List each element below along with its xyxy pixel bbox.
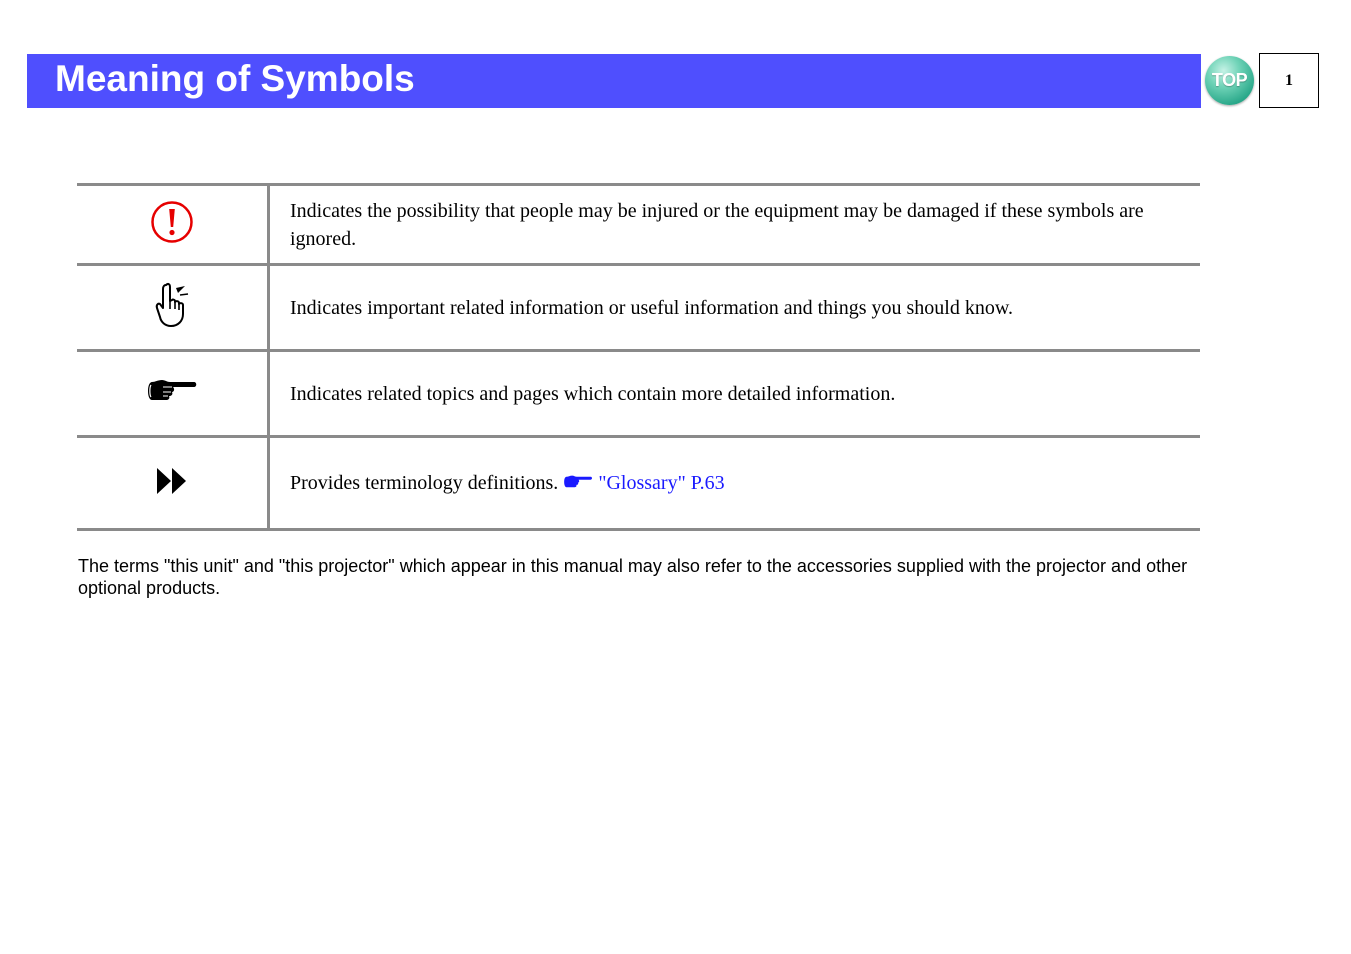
symbol-description: Provides terminology definitions. [290, 472, 559, 494]
symbol-description: Indicates important related information or useful information and things you should know. [290, 296, 1013, 319]
symbol-description: Indicates the possibility that people may be injured or the equipment may be damaged if these symbols are ignored. [290, 199, 1144, 250]
symbol-cell [77, 351, 269, 437]
symbol-cell [77, 437, 269, 530]
footnote: The terms "this unit" and "this projector" which appear in this manual may also refer to the accessories supplied with the projector and other optional products. [78, 556, 1188, 598]
page-number: 1 [1285, 71, 1293, 89]
top-button[interactable] [1205, 56, 1254, 105]
top-button-label: TOP [1211, 70, 1248, 90]
pointing-finger-hand-icon [152, 281, 192, 329]
symbol-description: Indicates related topics and pages which contain more detailed information. [290, 382, 896, 405]
caution-exclamation-icon [150, 200, 194, 244]
double-arrow-icon [154, 466, 190, 496]
table-row [77, 265, 1200, 351]
page-title: Meaning of Symbols [55, 58, 415, 99]
pointing-hand-icon[interactable] [563, 471, 593, 489]
table-row [77, 351, 1200, 437]
pointing-hand-icon [146, 376, 198, 406]
table-row [77, 437, 1200, 530]
table-row [77, 185, 1200, 265]
symbol-cell [77, 265, 269, 351]
symbol-description-row [269, 437, 1201, 530]
glossary-link[interactable]: "Glossary" P.63 [598, 472, 725, 494]
page-number-box [1259, 53, 1319, 108]
symbols-table [77, 183, 1200, 531]
title-bar [27, 54, 1201, 108]
symbol-cell [77, 185, 269, 265]
